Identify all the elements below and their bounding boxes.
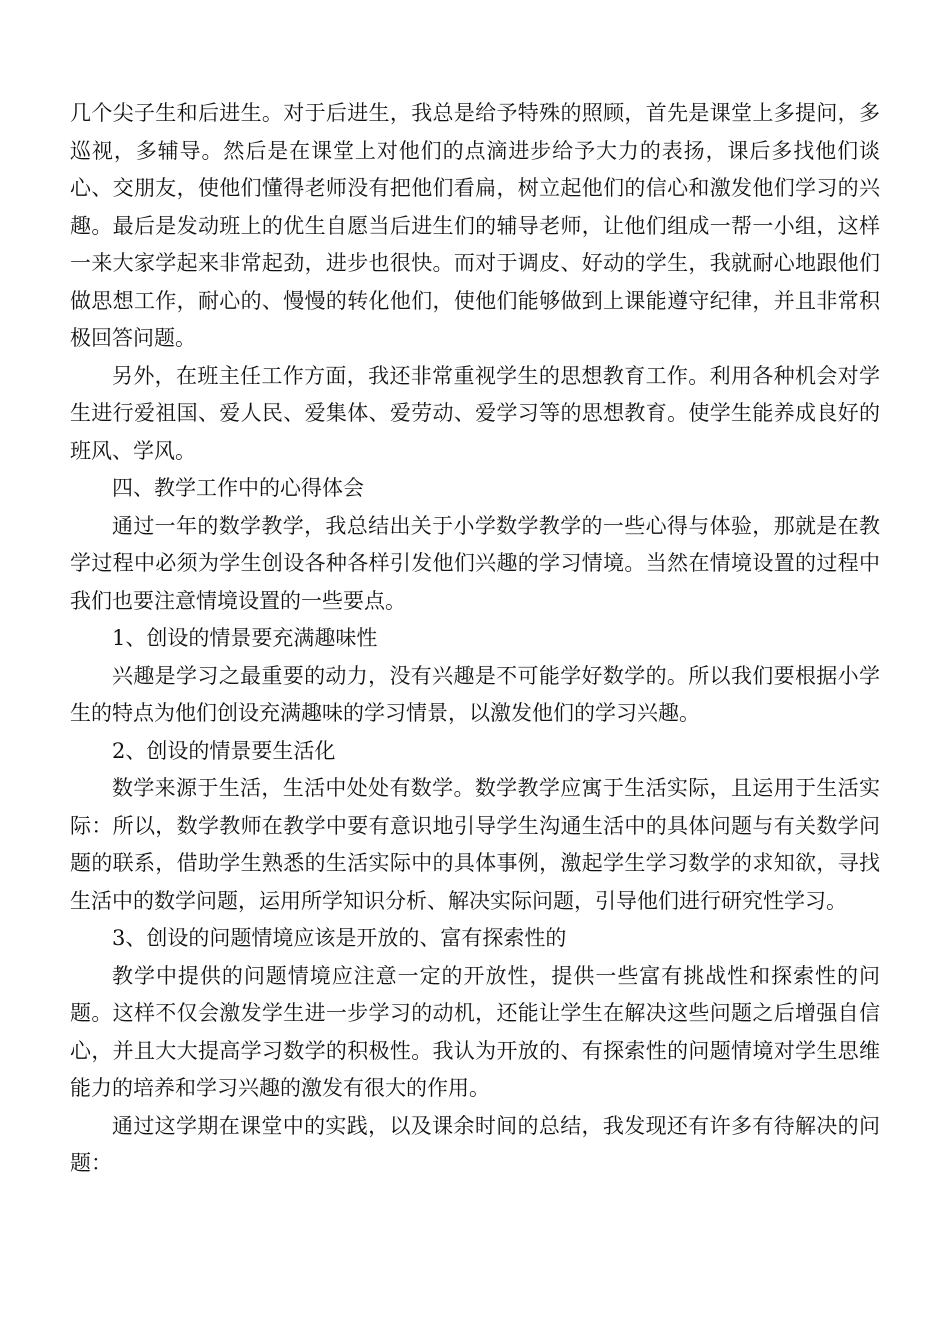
paragraph-3: 通过一年的数学教学，我总结出关于小学数学教学的一些心得与体验，那就是在教学过程中必须为学生创设各种各样引发他们兴趣的学习情境。当然在情境设置的过程中我们也要注意情境设置的一些要点。	[70, 513, 880, 613]
paragraph-4: 兴趣是学习之最重要的动力，没有兴趣是不可能学好数学的。所以我们要根据小学生的特点为他们创设充满趣味的学习情景，以激发他们的学习兴趣。	[70, 663, 880, 725]
subheading-2: 2、创设的情景要生活化	[112, 738, 336, 763]
paragraph-2: 另外，在班主任工作方面，我还非常重视学生的思想教育工作。利用各种机会对学生进行爱祖国、爱人民、爱集体、爱劳动、爱学习等的思想教育。使学生能养成良好的班风、学风。	[70, 363, 880, 463]
paragraph-1: 几个尖子生和后进生。对于后进生，我总是给予特殊的照顾，首先是课堂上多提问，多巡视，多辅导。然后是在课堂上对他们的点滴进步给予大力的表扬，课后多找他们谈心、交朋友，使他们懂得老师没有把他们看扁，树立起他们的信心和激发他们学习的兴趣。最后是发动班上的优生自愿当后进生们的辅导老师，让他们组成一帮一小组，这样一来大家学起来非常起劲，进步也很快。而对于调皮、好动的学生，我就耐心地跟他们做思想工作，耐心的、慢慢的转化他们，使他们能够做到上课能遵守纪律，并且非常积极回答问题。	[70, 101, 880, 350]
paragraph-7: 通过这学期在课堂中的实践，以及课余时间的总结，我发现还有许多有待解决的问题：	[70, 1113, 880, 1175]
paragraph-6: 教学中提供的问题情境应注意一定的开放性，提供一些富有挑战性和探索性的问题。这样不仅会激发学生进一步学习的动机，还能让学生在解决这些问题之后增强自信心，并且大大提高学习数学的积极性。我认为开放的、有探索性的问题情境对学生思维能力的培养和学习兴趣的激发有很大的作用。	[70, 963, 880, 1100]
paragraph-5: 数学来源于生活，生活中处处有数学。数学教学应寓于生活实际，且运用于生活实际：所以，数学教师在教学中要有意识地引导学生沟通生活中的具体问题与有关数学问题的联系，借助学生熟悉的生活实际中的具体事例，激起学生学习数学的求知欲，寻找生活中的数学问题，运用所学知识分析、解决实际问题，引导他们进行研究性学习。	[70, 776, 880, 913]
subheading-1: 1、创设的情景要充满趣味性	[112, 626, 378, 650]
subheading-3: 3、创设的问题情境应该是开放的、富有探索性的	[112, 926, 567, 950]
section-heading-4: 四、教学工作中的心得体会	[112, 476, 364, 500]
